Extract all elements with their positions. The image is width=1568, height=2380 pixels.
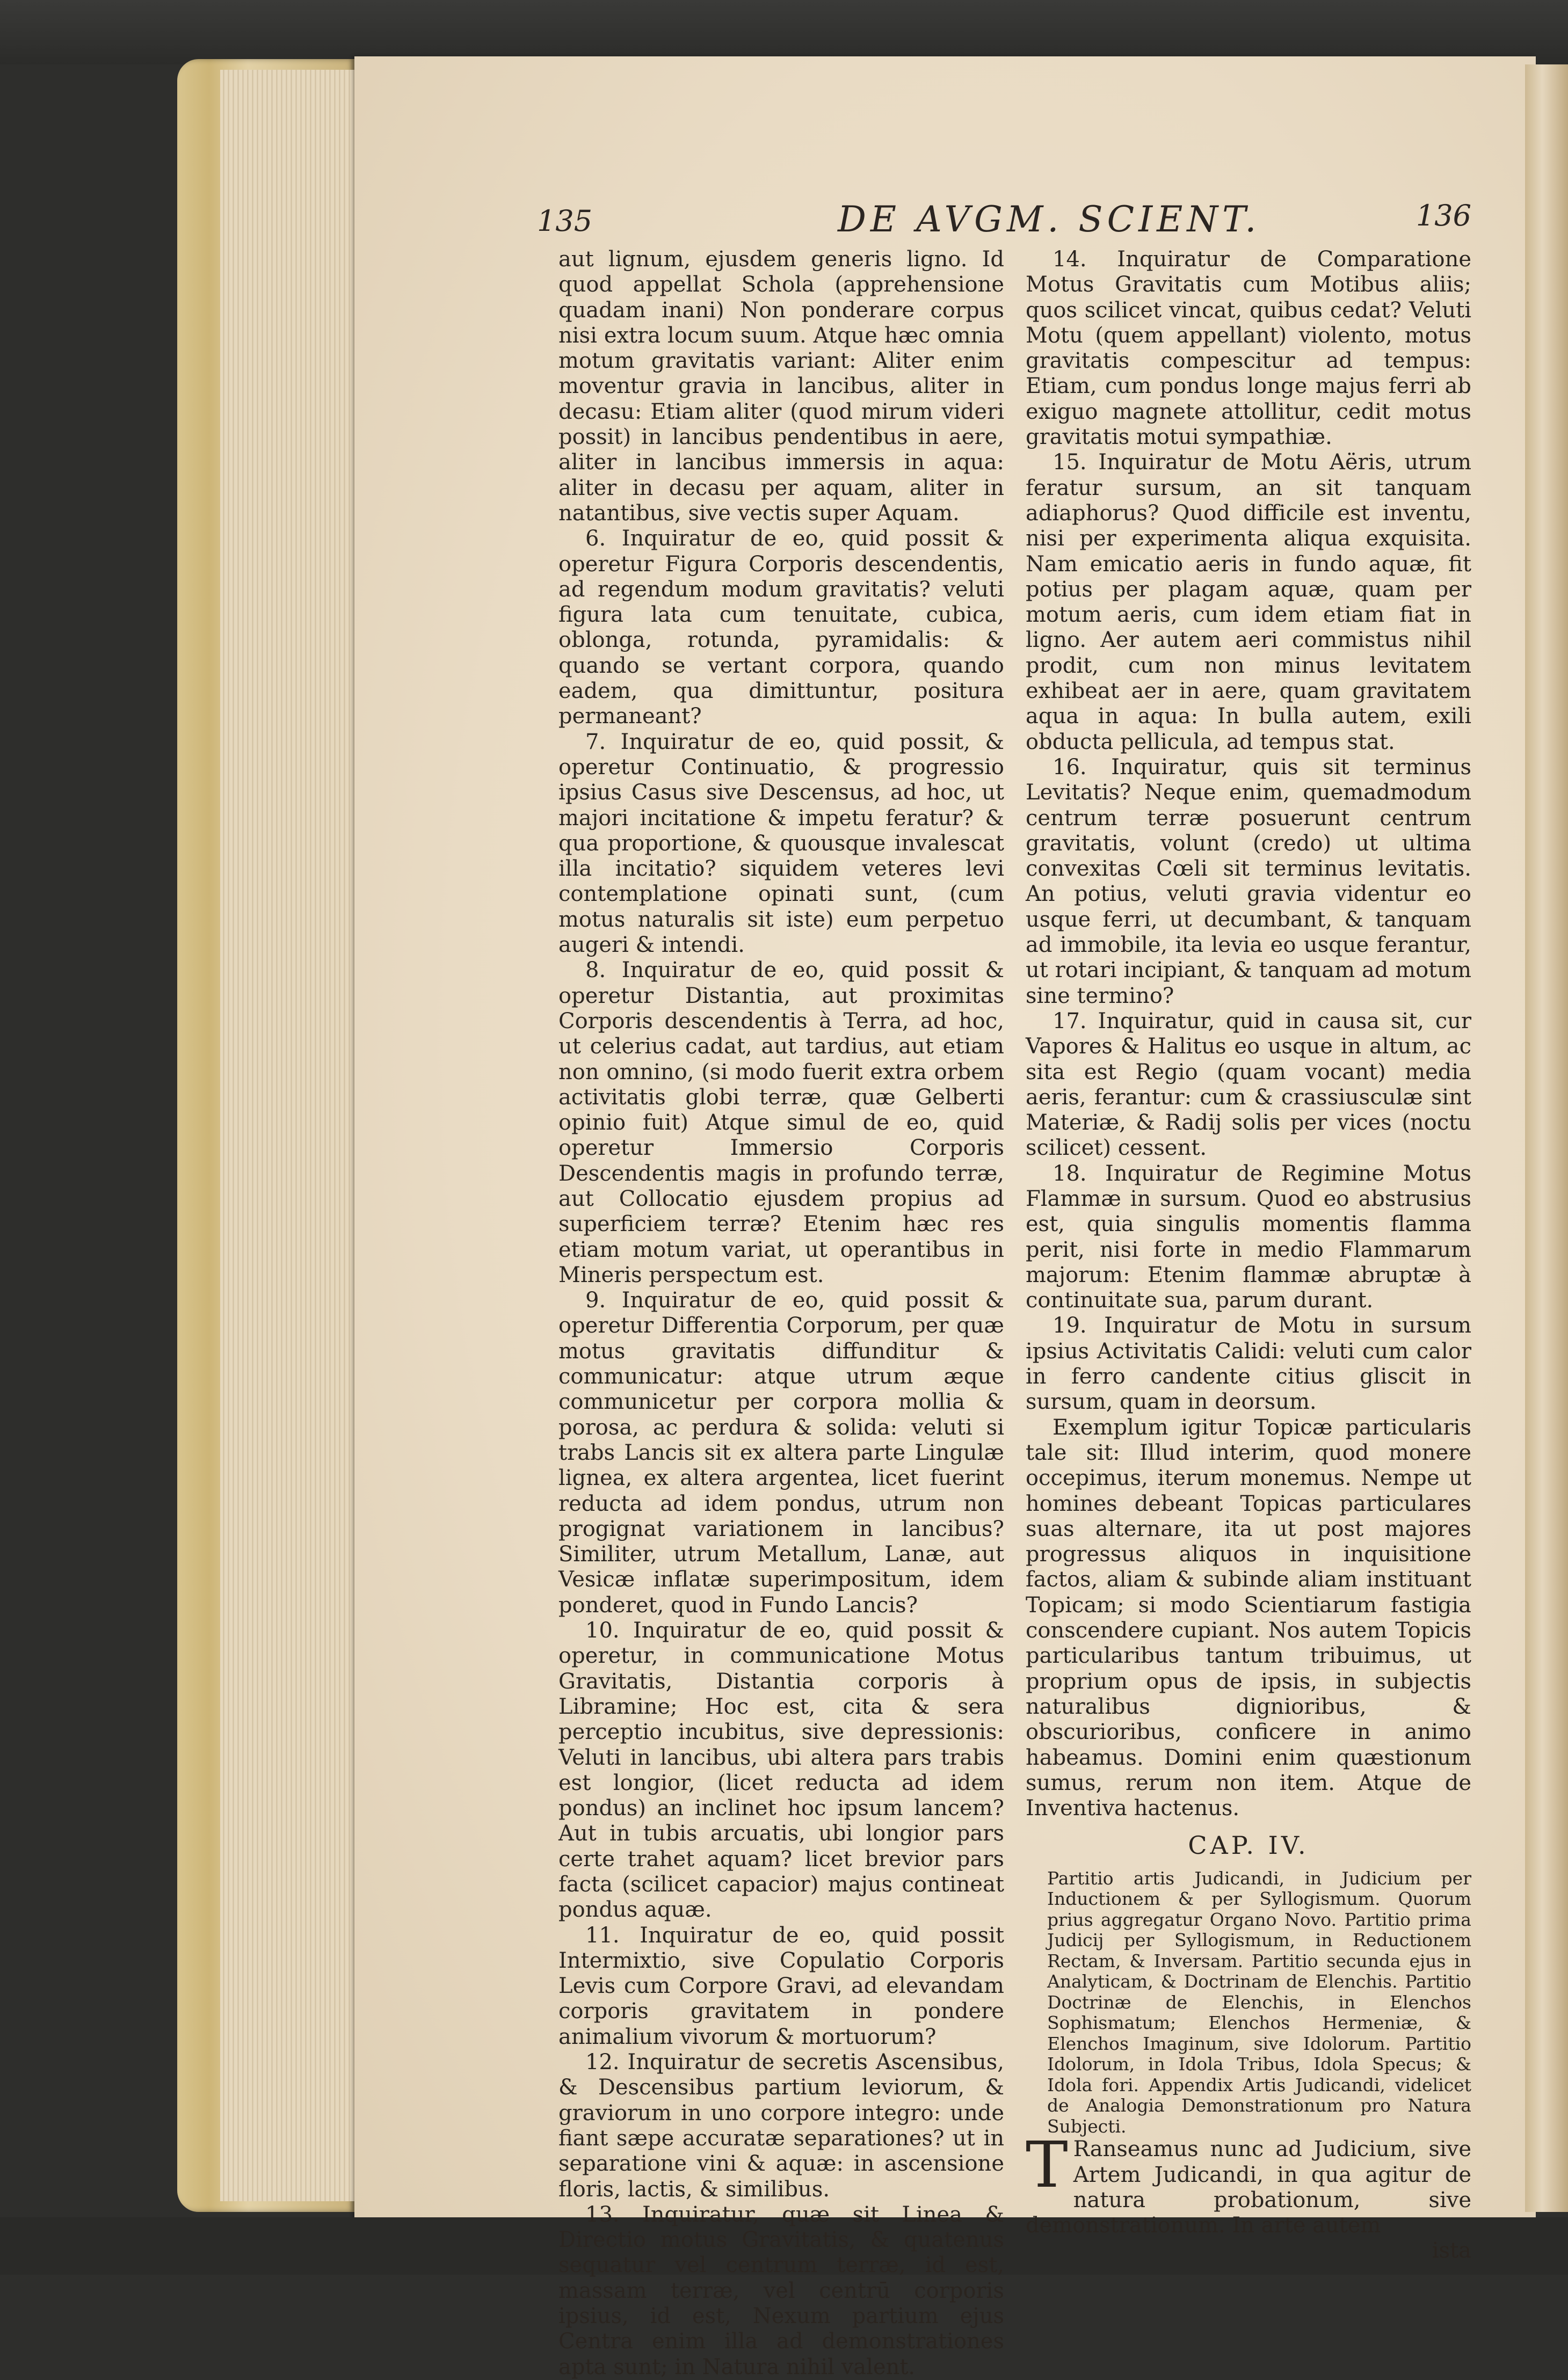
page-number-left: 135: [537, 204, 593, 238]
chapter-heading: CAP. IV.: [1188, 1831, 1309, 1860]
chapter-opening-text: Ranseamus nunc ad Judicium, sive Artem Judicandi, in qua agitur de natura probationum, sive demonstrationum. In arte autem: [1026, 2137, 1471, 2238]
paragraph-19: 19. Inquiratur de Motu in sursum ipsius Activitatis Calidi: veluti cum calor in ferro candente citius gliscit in sursum, quam in deorsum.: [1026, 1313, 1471, 1415]
paragraph-12: 12. Inquiratur de secretis Ascensibus, & Descensibus partium leviorum, & graviorum in uno corpore integro: unde fiant sæpe accuratæ separationes? ut in separatione vini & aquæ: in ascensione floris, lactis, & similibus.: [558, 2050, 1004, 2202]
right-column: [1026, 247, 1471, 2264]
facing-page-edge: [1525, 64, 1568, 2212]
paragraph-7: 7. Inquiratur de eo, quid possit, & operetur Continuatio, & progressio ipsius Casus sive Descensus, ad hoc, ut majori incitatione & impetu feratur? & qua proportione, & quousque invalescat illa incitatio? siquidem veteres levi contemplatione opinati sunt, (cum motus naturalis sit iste) eum perpetuo augeri & intendi.: [558, 729, 1004, 958]
paragraph-14: 14. Inquiratur de Comparatione Motus Gravitatis cum Motibus aliis; quos scilicet vincat, quibus cedat? Veluti Motu (quem appellant) violento, motus gravitatis compescitur ad tempus: Etiam, cum pondus longe majus ferri ab exiguo magnete attollitur, cedit motus gravitatis motui sympathiæ.: [1026, 247, 1471, 450]
paragraph-exemplum: Exemplum igitur Topicæ particularis tale sit: Illud interim, quod monere occepimus, iterum monemus. Nempe ut homines debeant Topicas particulares suas alternare, ita ut post majores progressus aliquos in inquisitione factos, aliam & subinde aliam instituant Topicam; si modo Scientiarum fastigia conscendere cupiant. Nos autem Topicis particularibus tantum tribuimus, ut proprium opus de ipsis, in subjectis naturalibus dignioribus, & obscurioribus, conficere in animo habeamus. Domini enim quæstionum sumus, rerum non item. Atque de Inventiva hactenus.: [1026, 1415, 1471, 1821]
paragraph-11: 11. Inquiratur de eo, quid possit Intermixtio, sive Copulatio Corporis Levis cum Corpore Gravi, ad elevandam corporis gravitatem in pondere animalium vivorum & mortuorum?: [558, 1923, 1004, 2049]
paragraph-16: 16. Inquiratur, quis sit terminus Levitatis? Neque enim, quemadmodum centrum terræ posuerunt centrum gravitatis, volunt (credo) ut ultima convexitas Cœli sit terminus levitatis. An potius, veluti gravia videntur eo usque ferri, ut decumbant, & tanquam ad immobile, ita levia eo usque ferantur, ut rotari incipiant, & tanquam ad motum sine termino?: [1026, 754, 1471, 1008]
paragraph-10: 10. Inquiratur de eo, quid possit & operetur, in communicatione Motus Gravitatis, Distantia corporis à Libramine; Hoc est, cita & sera perceptio incubitus, sive depressionis: Veluti in lancibus, ubi altera pars trabis est longior, (licet reducta ad idem pondus) an inclinet hoc ipsum lancem? Aut in tubis arcuatis, ubi longior pars certe trahet aquam? licet brevior pars facta (scilicet capacior) majus contineat pondus aquæ.: [558, 1618, 1004, 1923]
running-header: [537, 199, 1471, 247]
catchword: ista: [1432, 2238, 1471, 2263]
chapter-summary: Partitio artis Judicandi, in Judicium per Inductionem & per Syllogismum. Quorum prius aggregatur Organo Novo. Partitio prima Judicij per Syllogismum, in Reductionem Rectam, & Inversam. Partitio secunda ejus in Analyticam, & Doctrinam de Elenchis. Partitio Doctrinæ de Elenchis, in Elenchos Sophismatum; Elenchos Hermeniæ, & Elenchos Imaginum, sive Idolorum. Partitio Idolorum, in Idola Tribus, Idola Specus; & Idola fori. Appendix Artis Judicandi, videlicet de Analogia Demonstrationum pro Natura Subjecti.: [1047, 1867, 1471, 2137]
paragraph-continuation: aut lignum, ejusdem generis ligno. Id quod appellat Schola (apprehensione quadam inani) Non ponderare corpus nisi extra locum suum. Atque hæc omnia motum gravitatis variant: Aliter enim moventur gravia in lancibus, aliter in decasu: Etiam aliter (quod mirum videri possit) in lancibus pendentibus in aere, aliter in lancibus immersis in aqua: aliter in decasu per aquam, aliter in natantibus, sive vectis super Aquam.: [558, 247, 1004, 526]
paragraph-15: 15. Inquiratur de Motu Aëris, utrum feratur sursum, an sit tanquam adiaphorus? Quod difficile est inventu, nisi per experimenta aliqua exquisita. Nam emicatio aeris in fundo aquæ, fit potius per plagam aquæ, quam per motum aeris, cum idem etiam fiat in ligno. Aer autem aeri commistus nihil prodit, cum non minus levitatem exhibeat aer in aere, quam gravitatem aqua in aqua: In bulla autem, exili obducta pellicula, ad tempus stat.: [1026, 450, 1471, 754]
paragraph-13: 13. Inquiratur, quæ sit Linea & Directio motus Gravitatis, & quatenus sequatur vel centrum terræ, id est, massam terræ, vel centrū corporis ipsius, id est, Nexum partium ejus Centra enim illa ad demonstrationes apta sunt; in Natura nihil valent.: [558, 2202, 1004, 2379]
paragraph-8: 8. Inquiratur de eo, quid possit & operetur Distantia, aut proximitas Corporis descendentis à Terra, ad hoc, ut celerius cadat, aut tardius, aut etiam non omnino, (si modo fuerit extra orbem activitatis globi terræ, quæ Gelberti opinio fuit) Atque simul de eo, quid operetur Immersio Corporis Descendentis magis in profundo terræ, aut Collocatio ejusdem propius ad superficiem terræ? Etenim hæc res etiam motum variat, ut operantibus in Mineris perspectum est.: [558, 958, 1004, 1287]
running-title: DE AVGM. SCIENT.: [838, 199, 1261, 240]
page-stack-edges: [220, 70, 360, 2201]
chapter-opening: [1026, 2128, 1471, 2238]
drop-cap: T: [1026, 2128, 1068, 2202]
page-number-right: 136: [1415, 199, 1471, 232]
paragraph-17: 17. Inquiratur, quid in causa sit, cur Vapores & Halitus eo usque in altum, ac sita est Regio (quam vocant) media aeris, ferantur: cum & crassiusculæ sint Materiæ, & Radij solis per vices (noctu scilicet) cessent.: [1026, 1008, 1471, 1161]
paragraph-18: 18. Inquiratur de Regimine Motus Flammæ in sursum. Quod eo abstrusius est, quia singulis momentis flamma perit, nisi forte in medio Flammarum majorum: Etenim flammæ abruptæ à continuitate sua, parum durant.: [1026, 1161, 1471, 1313]
paragraph-6: 6. Inquiratur de eo, quid possit & operetur Figura Corporis descendentis, ad regendum modum gravitatis? veluti figura lata cum tenuitate, cubica, oblonga, rotunda, pyramidalis: & quando se vertant corpora, quando eadem, qua dimittuntur, positura permaneant?: [558, 526, 1004, 729]
scan-background-top: [0, 0, 1568, 64]
paragraph-9: 9. Inquiratur de eo, quid possit & operetur Differentia Corporum, per quæ motus gravitatis diffunditur & communicatur: atque utrum æque communicetur per corpora mollia & porosa, ac perdura & solida: veluti si trabs Lancis sit ex altera parte Lingulæ lignea, ex altera argentea, licet fuerint reducta ad idem pondus, utrum non progignat variationem in lancibus? Similiter, utrum Metallum, Lanæ, aut Vesicæ inflatæ superimpositum, idem ponderet, quod in Fundo Lancis?: [558, 1288, 1004, 1618]
left-column: [558, 247, 1004, 2380]
